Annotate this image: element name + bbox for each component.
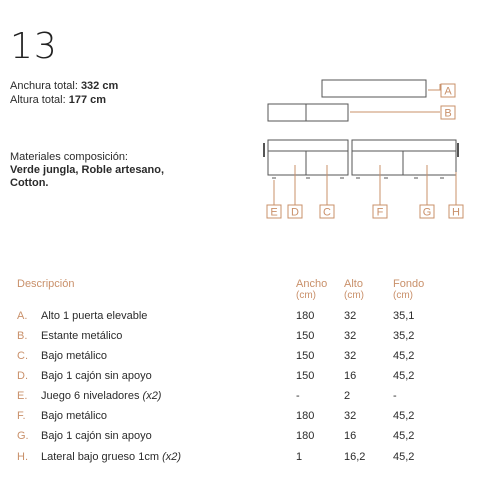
table-row: [0, 350, 500, 368]
row-width: 1: [296, 451, 303, 463]
row-width: 180: [296, 310, 315, 322]
header-height-unit: (cm): [344, 290, 364, 301]
header-width-unit: (cm): [296, 290, 316, 301]
row-height: 16: [344, 370, 357, 382]
header-width-label: Ancho: [296, 278, 328, 290]
header-depth-unit: (cm): [393, 290, 413, 301]
row-depth: 45,2: [393, 410, 415, 422]
diagram-label-e: E: [270, 206, 278, 219]
total-width-label: Anchura total:: [10, 80, 78, 92]
row-description-note: (x2): [142, 390, 162, 402]
row-depth: -: [393, 390, 397, 402]
table-row: [0, 430, 500, 448]
composition-diagram: [0, 0, 500, 230]
diagram-label-f: F: [376, 206, 384, 219]
row-letter: H.: [17, 451, 28, 463]
materials-values: Verde jungla, Roble artesano, Cotton.: [10, 164, 165, 189]
header-depth-label: Fondo: [393, 278, 425, 290]
table-row: [0, 330, 500, 348]
row-width: 180: [296, 430, 315, 442]
header-height-label: Alto: [344, 278, 363, 290]
header-description: Descripción: [17, 278, 75, 290]
row-height: 16: [344, 430, 357, 442]
row-description: Bajo 1 cajón sin apoyo: [41, 430, 152, 442]
row-description: Bajo metálico: [41, 410, 108, 422]
table-row: [0, 370, 500, 388]
row-letter: B.: [17, 330, 28, 342]
table-row: [0, 451, 500, 469]
total-height-label: Altura total:: [10, 94, 66, 106]
row-height: 32: [344, 350, 357, 362]
row-width: 150: [296, 330, 315, 342]
row-width: 150: [296, 370, 315, 382]
row-description-text: Juego 6 niveladores: [41, 390, 140, 402]
diagram-label-a: A: [444, 85, 452, 98]
row-width: -: [296, 390, 300, 402]
row-depth: 35,2: [393, 330, 415, 342]
materials-label: Materiales composición:: [10, 151, 128, 163]
row-description: [41, 451, 181, 463]
table-row: [0, 390, 500, 408]
row-depth: 45,2: [393, 350, 415, 362]
total-width-value: 332 cm: [80, 80, 119, 92]
row-letter: A.: [17, 310, 28, 322]
diagram-label-g: G: [422, 206, 432, 219]
header-width: [296, 278, 327, 301]
diagram-label-c: C: [323, 206, 331, 219]
unit-right-lower-shape: [352, 140, 456, 175]
total-height-value: 177 cm: [68, 94, 107, 106]
row-height: 2: [344, 390, 351, 402]
unit-a-shape: [322, 80, 426, 97]
row-height: 32: [344, 410, 357, 422]
row-description: Alto 1 puerta elevable: [41, 310, 148, 322]
row-letter: D.: [17, 370, 28, 382]
row-depth: 45,2: [393, 451, 415, 463]
diagram-label-h: H: [452, 206, 460, 219]
unit-b-shape: [268, 104, 348, 121]
diagram-label-d: D: [291, 206, 299, 219]
row-description-note: (x2): [162, 451, 182, 463]
row-letter: F.: [17, 410, 26, 422]
header-height: [344, 278, 364, 301]
row-letter: E.: [17, 390, 28, 402]
diagram-label-b: B: [444, 107, 452, 120]
row-depth: 45,2: [393, 370, 415, 382]
row-height: 16,2: [344, 451, 366, 463]
row-letter: G.: [17, 430, 29, 442]
unit-left-lower-shape: [268, 140, 348, 175]
table-row: [0, 310, 500, 328]
row-width: 150: [296, 350, 315, 362]
row-depth: 35,1: [393, 310, 415, 322]
row-width: 180: [296, 410, 315, 422]
row-description: Bajo metálico: [41, 350, 108, 362]
row-description: [41, 390, 161, 402]
row-depth: 45,2: [393, 430, 415, 442]
row-description-text: Lateral bajo grueso 1cm: [41, 451, 160, 463]
row-description: Estante metálico: [41, 330, 123, 342]
row-description: Bajo 1 cajón sin apoyo: [41, 370, 152, 382]
table-row: [0, 410, 500, 428]
header-depth: [393, 278, 424, 301]
row-height: 32: [344, 330, 357, 342]
row-height: 32: [344, 310, 357, 322]
composition-number: 13: [10, 26, 58, 67]
row-letter: C.: [17, 350, 28, 362]
